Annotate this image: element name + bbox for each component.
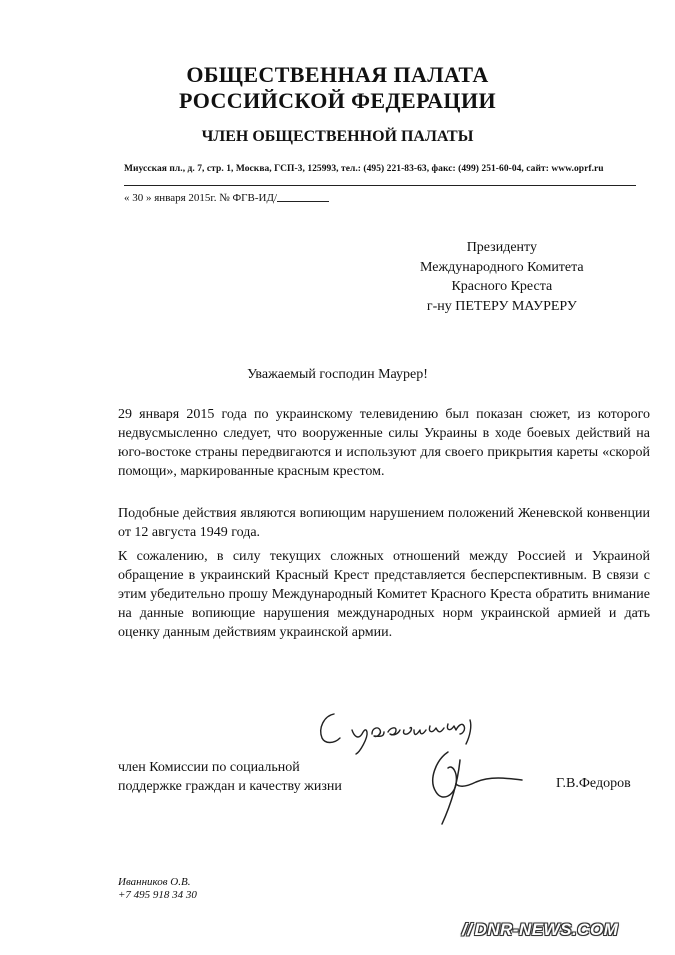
site-watermark	[462, 920, 618, 940]
header-divider	[124, 185, 636, 186]
addressee-block	[420, 238, 584, 316]
executor-name: Иванников О.В.	[118, 876, 191, 888]
executor-phone: +7 495 918 34 30	[118, 889, 197, 901]
body-paragraph-2: Подобные действия являются вопиющим нарушением положений Женевской конвенции от 12 августа 1949 года.	[118, 506, 650, 540]
reference-number-blank	[277, 191, 329, 202]
contact-line: Миусская пл., д. 7, стр. 1, Москва, ГСП-3, 125993, тел.: (495) 221-83-63, факс: (499) 251-60-04, сайт: www.oprf.ru	[124, 164, 604, 174]
body-paragraph-1: 29 января 2015 года по украинскому телевидению был показан сюжет, из которого недвусмысленно следует, что вооруженные силы Украины в ходе боевых действий на юго-востоке страны передвигаются и используют для своего прикрытия кареты «скорой помощи», маркированные красным крестом.	[118, 407, 650, 479]
signatory-position-line-2: поддержке граждан и качеству жизни	[118, 779, 342, 794]
addressee-line-1: Президенту	[466, 240, 537, 255]
greeting: Уважаемый господин Маурер!	[247, 367, 428, 382]
org-title-line2: РОССИЙСКОЙ ФЕДЕРАЦИИ	[179, 88, 496, 113]
handwritten-signature-image	[420, 740, 530, 830]
date-reference-text: « 30 » января 2015г. № ФГВ-ИД/	[124, 192, 278, 204]
signatory-name: Г.В.Федоров	[556, 776, 631, 791]
addressee-line-2: Международного Комитета	[420, 259, 584, 275]
addressee-line-3: Красного Креста	[451, 279, 553, 294]
org-title-line1: ОБЩЕСТВЕННАЯ ПАЛАТА	[186, 62, 489, 87]
watermark-text: DNR-NEWS.COM	[474, 920, 619, 939]
executor-note	[118, 876, 197, 902]
date-reference	[124, 191, 329, 204]
member-title: ЧЛЕН ОБЩЕСТВЕННОЙ ПАЛАТЫ	[201, 128, 474, 145]
body-paragraph-3: К сожалению, в силу текущих сложных отношений между Россией и Украиной обращение в украинский Красный Крест представляется бесперспективным. В связи с этим убедительно прошу Международный Комитет Красного Креста обратить внимание на данные вопиющие нарушения международных норм украинской армией и дать оценку данным действиям украинской армии.	[118, 549, 650, 640]
signatory-position-line-1: член Комиссии по социальной	[118, 760, 300, 775]
watermark-slashes-icon: //	[462, 920, 473, 939]
signatory-position	[118, 758, 342, 796]
addressee-line-4: г-ну ПЕТЕРУ МАУРЕРУ	[426, 298, 577, 314]
